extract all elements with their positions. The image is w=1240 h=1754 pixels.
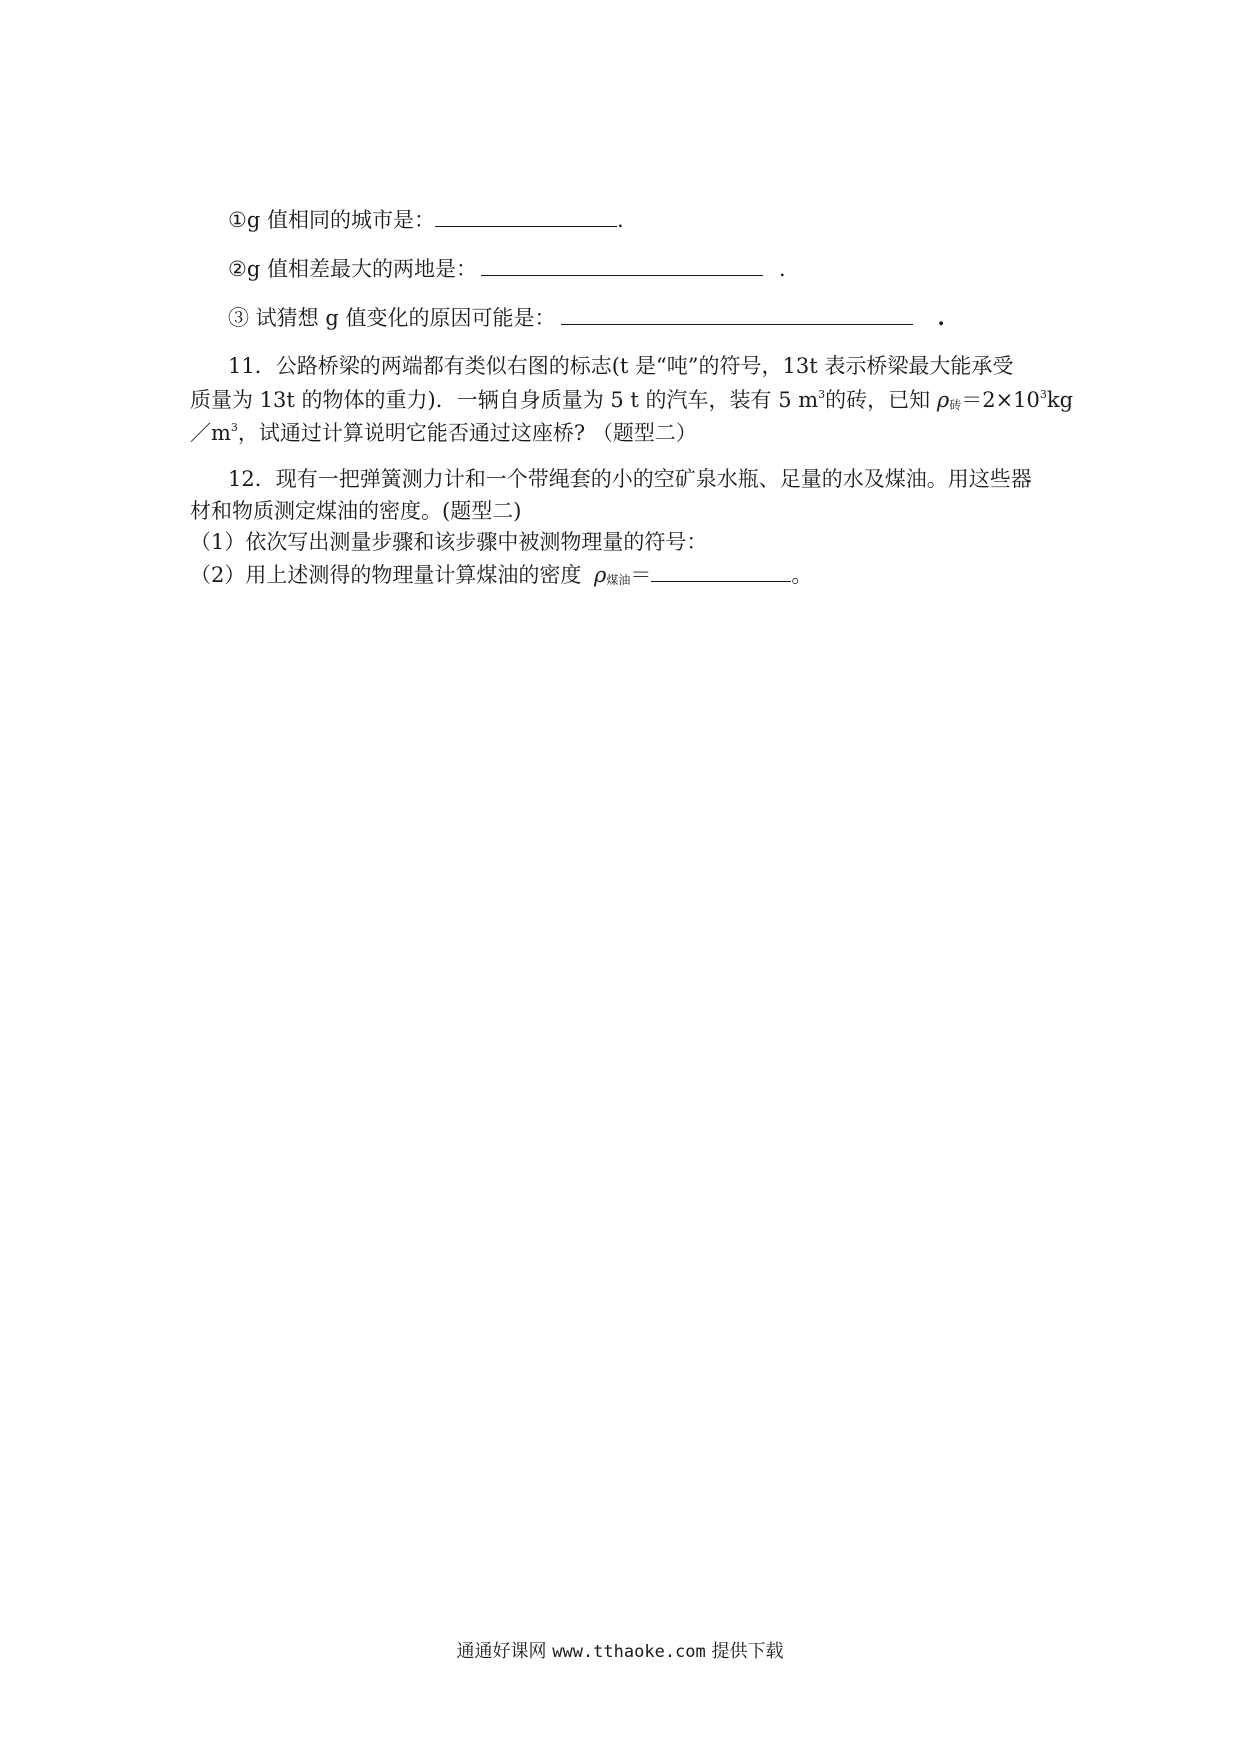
q11-text-2c: ＝2×10 xyxy=(961,388,1040,412)
q11-sup-1: 3 xyxy=(818,388,826,401)
q10-item-1 xyxy=(228,206,624,234)
q12-line-1 xyxy=(228,465,1032,493)
q10-item-2-label: ②g 值相差最大的两地是： xyxy=(228,257,477,281)
q10-item-1-blank[interactable] xyxy=(435,206,617,227)
footer-url[interactable]: www.tthaoke.com xyxy=(552,1642,706,1662)
q12-step-2-label: （2）用上述测得的物理量计算煤油的密度 xyxy=(190,563,582,587)
q12-answer-blank[interactable] xyxy=(651,561,791,582)
q12-step-1-text: （1）依次写出测量步骤和该步骤中被测物理量的符号： xyxy=(190,530,708,554)
q12-rho-symbol: ρ xyxy=(594,563,607,587)
q11-line-3 xyxy=(190,419,697,447)
q11-line-1 xyxy=(228,352,1013,380)
page-footer xyxy=(0,1640,1240,1664)
q10-item-3 xyxy=(228,304,945,332)
q11-text-2a: 质量为 13t 的物体的重力)．一辆自身质量为 5 t 的汽车，装有 5 m xyxy=(190,388,819,412)
footer-site-name: 通通好课网 xyxy=(456,1641,547,1662)
q12-text-2: 材和物质测定煤油的密度。(题型二) xyxy=(190,499,522,523)
footer-suffix: 提供下载 xyxy=(711,1641,784,1662)
q12-end: 。 xyxy=(791,563,813,587)
q12-rho-sub: 煤油 xyxy=(606,573,631,587)
q10-item-2-end: . xyxy=(778,257,786,281)
q12-step-2 xyxy=(190,561,812,594)
q12-equals: ＝ xyxy=(630,563,652,587)
q11-line-2 xyxy=(190,386,1073,419)
q11-sup-2: 3 xyxy=(1039,388,1047,401)
q11-text-2d: kg xyxy=(1046,388,1074,412)
q12-line-2 xyxy=(190,497,521,525)
q10-item-1-label: ①g 值相同的城市是： xyxy=(228,208,435,232)
q10-item-3-label: ③ 试猜想 g 值变化的原因可能是： xyxy=(228,306,556,330)
q11-sup-3: 3 xyxy=(230,421,238,434)
q12-text-1: 12．现有一把弹簧测力计和一个带绳套的小的空矿泉水瓶、足量的水及煤油。用这些器 xyxy=(228,467,1032,491)
q11-text-2b: 的砖，已知 xyxy=(825,388,931,412)
q11-text-1: 11．公路桥梁的两端都有类似右图的标志(t 是“吨”的符号，13t 表示桥梁最大能承受 xyxy=(228,354,1014,378)
q10-item-3-blank[interactable] xyxy=(561,304,913,325)
q10-item-2-blank[interactable] xyxy=(481,255,763,276)
q10-item-3-end: . xyxy=(937,305,945,330)
q11-rho-symbol: ρ xyxy=(936,388,950,412)
q10-item-2 xyxy=(228,255,786,283)
q12-step-1 xyxy=(190,528,707,556)
q11-rho-sub: 砖 xyxy=(949,398,962,412)
q11-text-3a: ／m xyxy=(190,421,231,445)
q10-item-1-end: . xyxy=(616,208,624,232)
q11-text-3b: ，试通过计算说明它能否通过这座桥? （题型二） xyxy=(237,421,697,445)
